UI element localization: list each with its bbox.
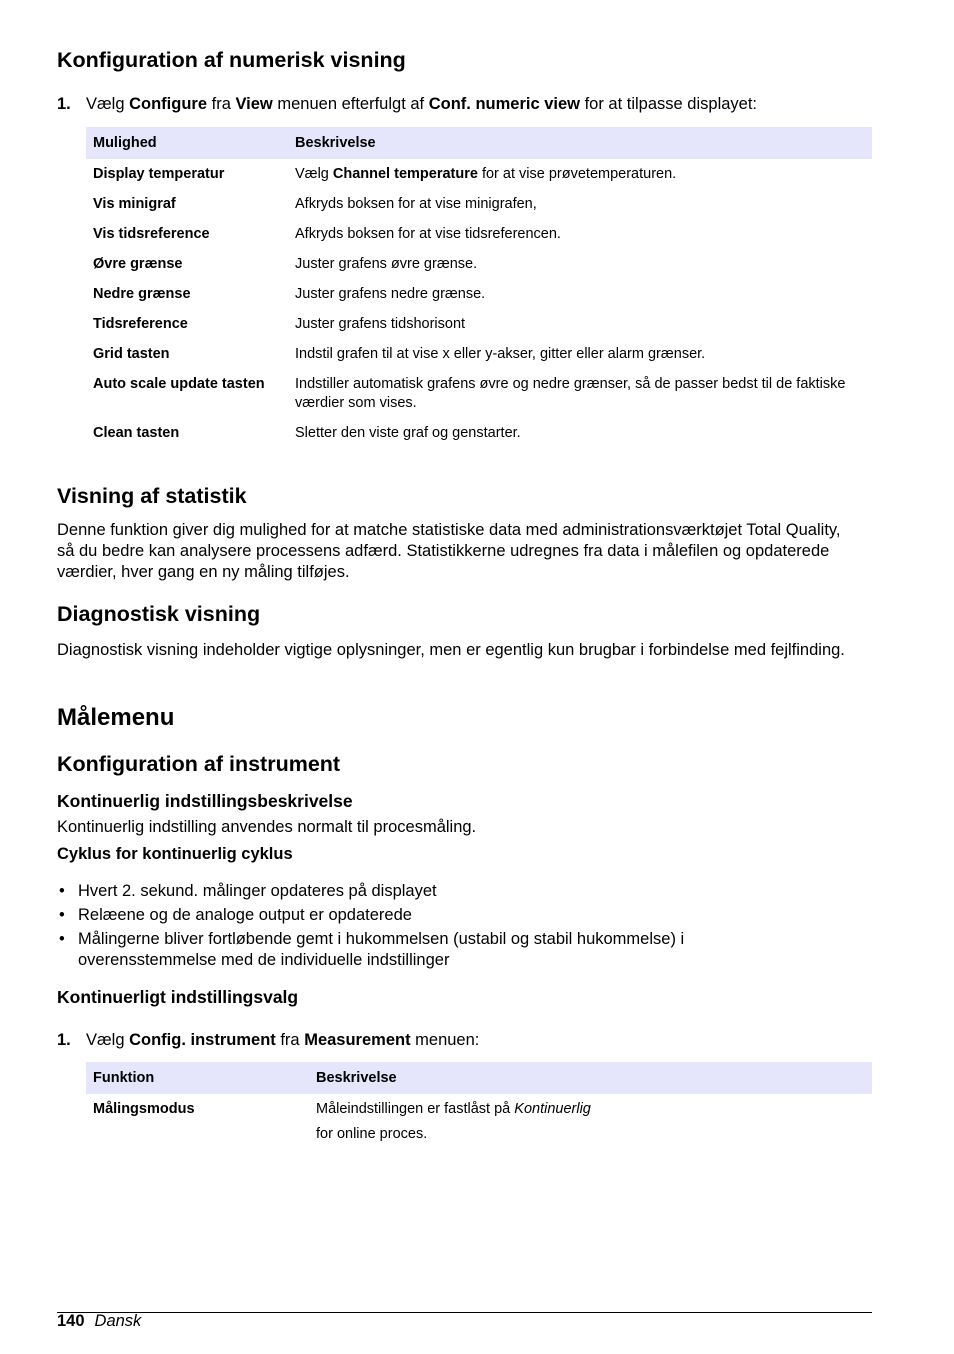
step-text: fra — [207, 95, 236, 113]
function-table — [86, 1062, 872, 1152]
list-item — [57, 929, 817, 971]
list-item — [57, 881, 817, 902]
step-number: 1. — [57, 95, 71, 113]
step-text: menuen: — [410, 1031, 480, 1049]
menu-item-configure: Configure — [129, 95, 208, 113]
step-text: fra — [275, 1031, 305, 1049]
bullet-icon: • — [59, 930, 65, 948]
cycle-bullet-list — [57, 881, 817, 974]
step-text: for at tilpasse displayet: — [580, 95, 758, 113]
section-title-instrument-config: Konfiguration af instrument — [57, 752, 341, 776]
table-row — [86, 369, 872, 418]
table-row — [86, 249, 872, 279]
table-row — [86, 159, 872, 189]
language-label: Dansk — [94, 1312, 142, 1330]
diagnostic-paragraph: Diagnostisk visning indeholder vigtige oplysninger, men er egentlig kun brugbar i forbindelse med fejlfinding. — [57, 641, 845, 659]
footer-divider — [57, 1312, 872, 1313]
table-header-row — [86, 127, 872, 159]
function-description — [309, 1094, 872, 1152]
column-header-description: Beskrivelse — [288, 127, 872, 159]
column-header-function: Funktion — [86, 1062, 309, 1094]
menu-item-config-instrument: Config. instrument — [129, 1031, 276, 1049]
option-description: Juster grafens øvre grænse. — [295, 256, 478, 272]
list-item — [57, 905, 817, 926]
bullet-icon: • — [59, 906, 65, 924]
step-text: menuen efterfulgt af — [272, 95, 429, 113]
column-header-description: Beskrivelse — [309, 1062, 872, 1094]
option-name: Nedre grænse — [93, 286, 191, 302]
text: for at vise prøvetemperaturen. — [477, 166, 677, 182]
table-row — [86, 418, 872, 448]
option-name: Vis tidsreference — [93, 226, 210, 242]
list-item-text: Relæene og de analoge output er opdaterede — [78, 906, 412, 924]
menu-view: View — [235, 95, 273, 113]
option-description: Indstil grafen til at vise x eller y-akser, gitter eller alarm grænser. — [295, 346, 706, 362]
cycle-label: Cyklus for kontinuerlig cyklus — [57, 845, 293, 863]
step-config-instrument — [57, 1030, 479, 1051]
column-header-option: Mulighed — [86, 127, 288, 159]
options-table — [86, 127, 872, 448]
option-name: Vis minigraf — [93, 196, 176, 212]
table-row — [86, 339, 872, 369]
option-description: Indstiller automatisk grafens øvre og nedre grænser, så de passer bedst til de faktiske værdier som vises. — [295, 376, 846, 411]
list-item-text: Hvert 2. sekund. målinger opdateres på displayet — [78, 882, 437, 900]
menu-measurement: Measurement — [304, 1031, 411, 1049]
menu-item-conf-numeric-view: Conf. numeric view — [428, 95, 580, 113]
option-name: Clean tasten — [93, 425, 180, 441]
option-name: Auto scale update tasten — [93, 376, 265, 392]
table-header-row — [86, 1062, 872, 1094]
section-title-statistics: Visning af statistik — [57, 484, 247, 508]
term: Channel temperature — [332, 166, 478, 182]
text: Måleindstillingen er fastlåst på — [316, 1101, 515, 1117]
statistics-paragraph: Denne funktion giver dig mulighed for at matche statistiske data med administrationsværktøjet Total Quality, så du bedre kan analysere processens adfærd. Statistikkerne udregnes fra data i målefilen og opdaterede værdier, hver gang en ny måling tilføjes. — [57, 521, 841, 581]
text: Vælg — [295, 166, 333, 182]
continuous-paragraph: Kontinuerlig indstilling anvendes normalt til procesmåling. — [57, 818, 477, 836]
chapter-title: Målemenu — [57, 704, 175, 731]
page-number: 140 — [57, 1312, 85, 1330]
step-configure-numeric-view — [57, 94, 757, 115]
table-row — [86, 279, 872, 309]
table-row — [86, 189, 872, 219]
option-name: Tidsreference — [93, 316, 188, 332]
page-footer — [57, 1311, 141, 1332]
step-number: 1. — [57, 1031, 71, 1049]
table-row — [86, 219, 872, 249]
step-text: Vælg — [86, 95, 130, 113]
section-title-diagnostic: Diagnostisk visning — [57, 602, 261, 626]
subsection-title-continuous-description: Kontinuerlig indstillingsbeskrivelse — [57, 791, 353, 811]
function-name: Målingsmodus — [93, 1101, 195, 1117]
mode-value: Kontinuerlig — [514, 1101, 591, 1117]
option-description: Afkryds boksen for at vise minigrafen, — [295, 196, 537, 212]
text: for online proces. — [316, 1126, 428, 1142]
option-description: Sletter den viste graf og genstarter. — [295, 425, 521, 441]
option-name: Display temperatur — [93, 166, 225, 182]
option-description — [288, 159, 872, 189]
list-item-text: Målingerne bliver fortløbende gemt i hukommelsen (ustabil og stabil hukommelse) i overensstemmelse med de individuelle indstillinger — [78, 930, 685, 969]
option-name: Øvre grænse — [93, 256, 183, 272]
step-text: Vælg — [86, 1031, 130, 1049]
bullet-icon: • — [59, 882, 65, 900]
section-title-numeric-view: Konfiguration af numerisk visning — [57, 48, 406, 72]
table-row — [86, 309, 872, 339]
table-row — [86, 1094, 872, 1152]
option-description: Juster grafens tidshorisont — [295, 316, 466, 332]
option-description: Juster grafens nedre grænse. — [295, 286, 486, 302]
option-name: Grid tasten — [93, 346, 170, 362]
option-description: Afkryds boksen for at vise tidsreferencen. — [295, 226, 561, 242]
subsection-title-continuous-options: Kontinuerligt indstillingsvalg — [57, 987, 299, 1007]
